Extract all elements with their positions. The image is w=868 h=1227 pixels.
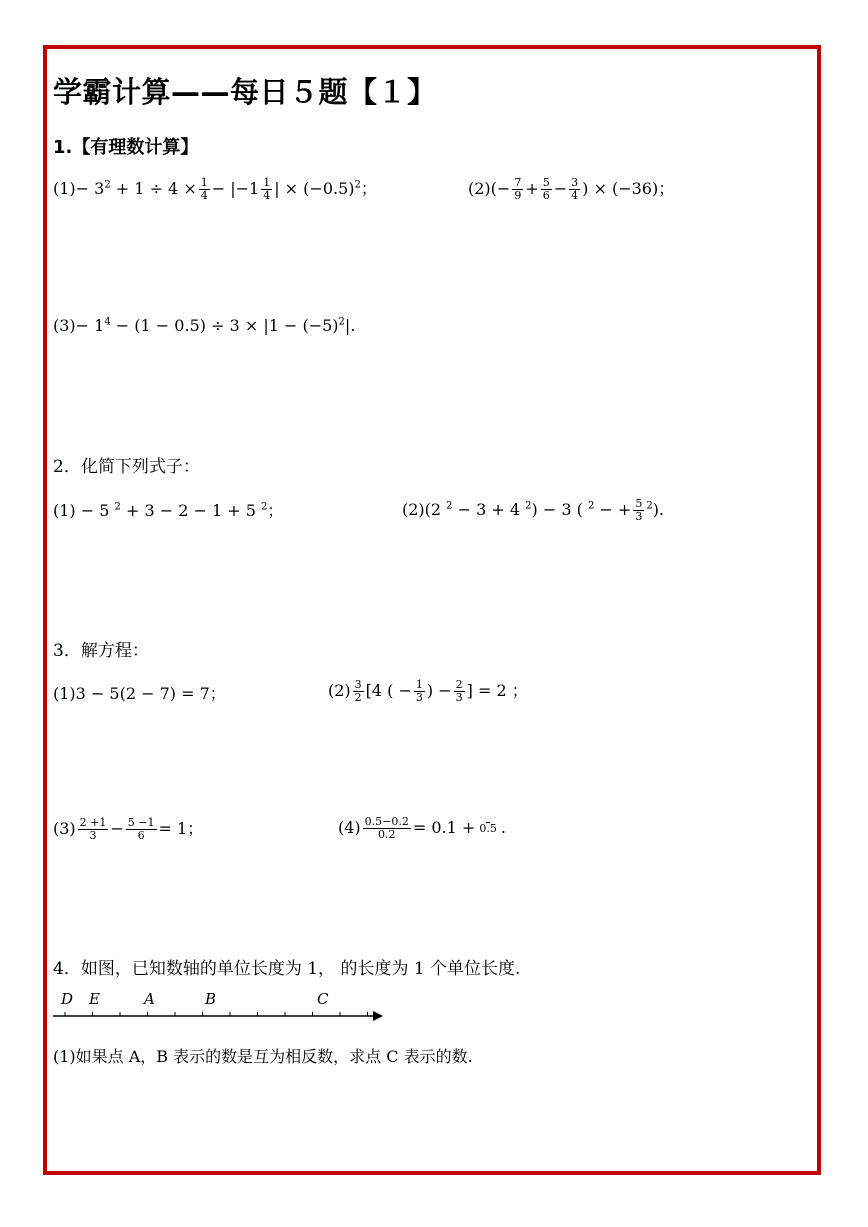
q3-problem-3: (3) $\frac{2 +1}{3}$ − $\frac{5 -1}{6}$ = 1； <box>53 816 204 842</box>
q1-problem-1: $(1)- 3^2 + 1 \div 4$ × $\frac{1}{4}$ − |−1 $\frac{1}{4}$ | × $(-0.5)^2$； <box>53 176 377 202</box>
q4-heading: 4．如图，已知数轴的单位长度为 1， 的长度为 1 个单位长度. <box>53 959 521 979</box>
number-line-figure <box>53 990 393 1030</box>
point-label-a: A <box>144 990 155 1008</box>
point-label-e: E <box>89 990 100 1008</box>
q4-subquestion-1: (1)如果点 A，B 表示的数是互为相反数，求点 C 表示的数. <box>53 1047 473 1066</box>
q2-problem-2: (2)(2 $^2$ − 3 + 4 $^2$) − 3 ( $^2$ − + $\frac{5}{3}$ $^2$). <box>402 497 665 523</box>
point-label-c: C <box>317 990 329 1008</box>
q3-problem-2: (2) $\frac{3}{2}$ [4 ( − $\frac{1}{3}$ ) − $\frac{2}{3}$ ] = 2 ； <box>328 678 528 704</box>
q2-heading: 2．化简下列式子： <box>53 457 200 477</box>
point-label-d: D <box>61 990 74 1008</box>
q2-problem-1: (1) − 5 $^2$ + 3 − 2 − 1 + 5 $^2$； <box>53 501 284 520</box>
page-title: 学霸计算——每日５题【１】 <box>53 75 437 109</box>
q1-heading: 1.【有理数计算】 <box>53 137 199 158</box>
q3-problem-1: (1)3 − 5(2 − 7) = 7； <box>53 684 226 703</box>
point-label-b: B <box>205 990 217 1008</box>
q1-problem-3: $(3)- 1^4 - (1 - 0.5) \div 3 \times |1 - (-5)^2|$. <box>53 316 356 335</box>
q3-heading: 3．解方程： <box>53 641 149 661</box>
number-line-axis <box>53 990 393 1030</box>
q1-problem-2: (2)(− $\frac{7}{9}$ + $\frac{5}{6}$ − $\frac{3}{4}$ ) × (−36)； <box>468 176 675 202</box>
q3-problem-4: (4) $\frac{0.5-0.2}{0.2}$ = 0.1 + 0.5 . <box>338 815 506 841</box>
